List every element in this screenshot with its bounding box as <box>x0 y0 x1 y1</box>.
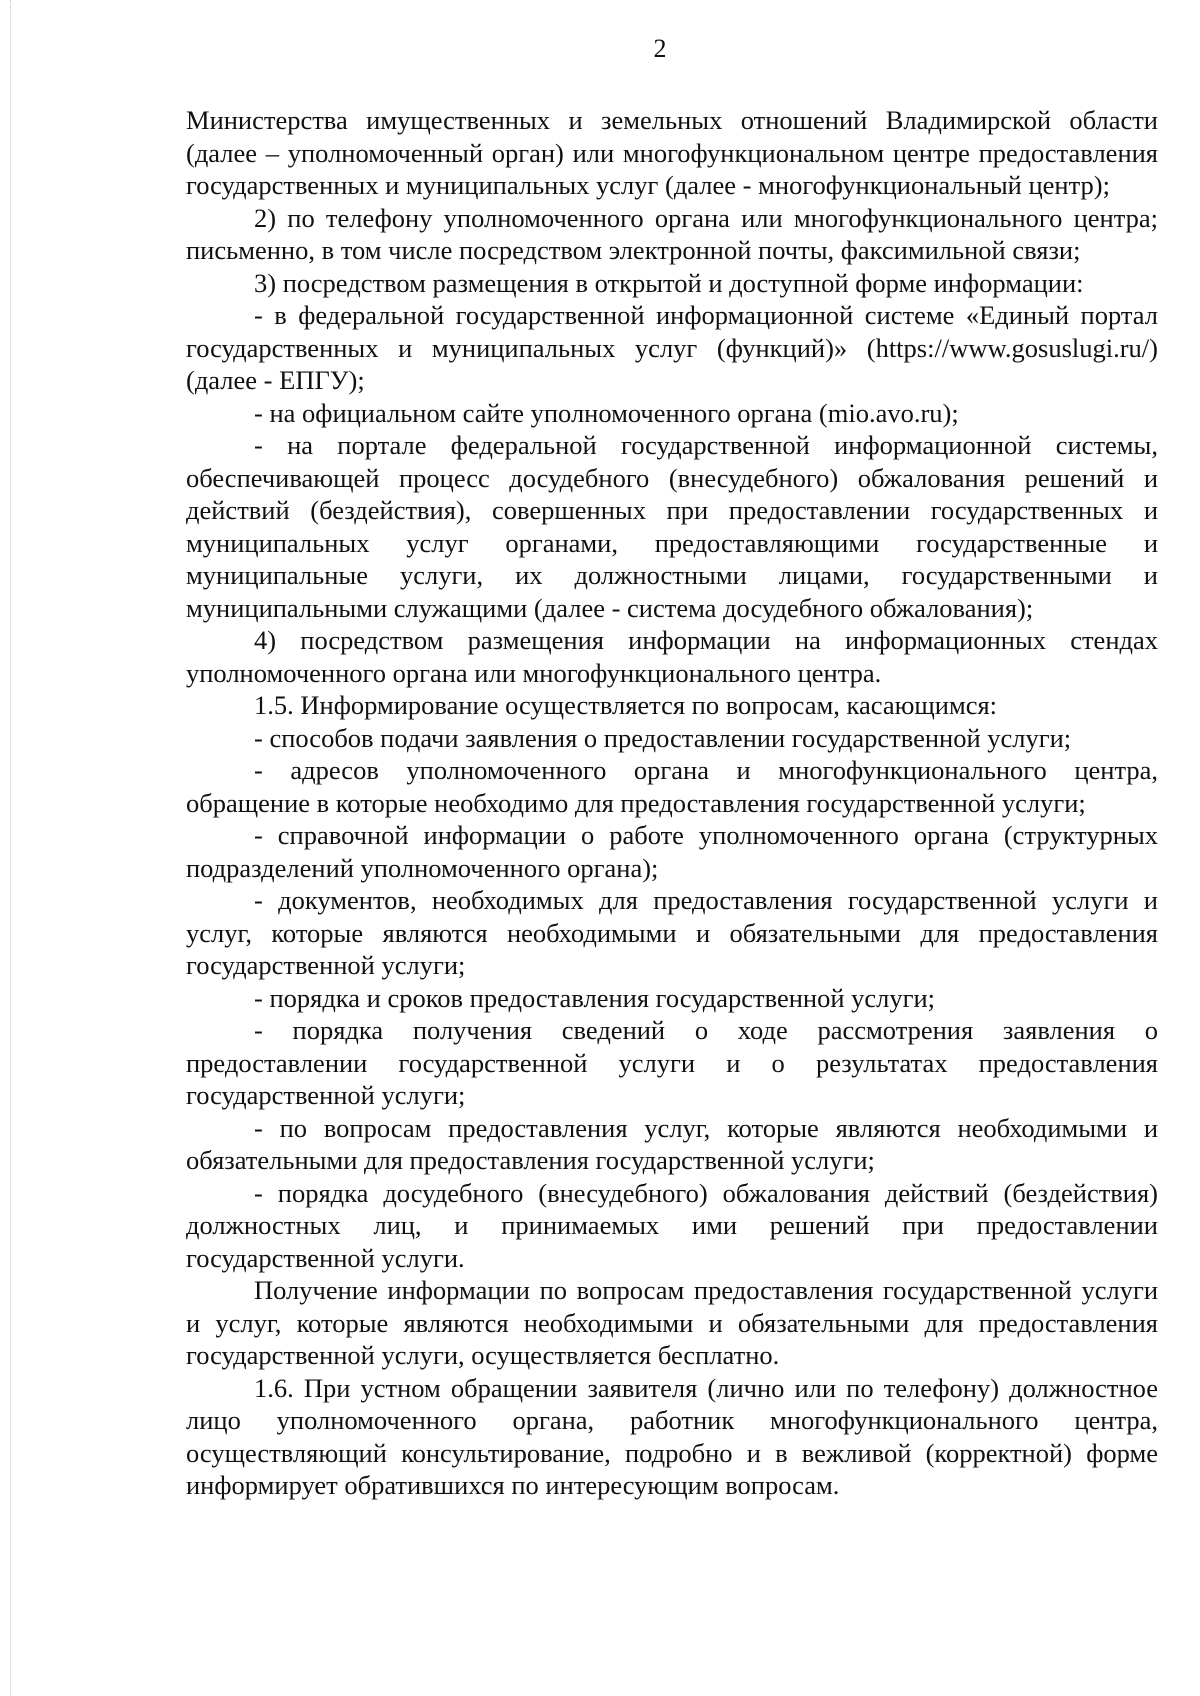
paragraph: - документов, необходимых для предоставления государственной услуги и услуг, которые являются необходимыми и обязательными для предоставления государственной услуги; <box>186 885 1158 980</box>
paragraph: - адресов уполномоченного органа и многофункционального центра, обращение в которые необходимо для предоставления государственной услуги; <box>186 755 1158 818</box>
paragraph: - порядка и сроков предоставления государственной услуги; <box>254 982 936 1013</box>
paragraph: 1.6. При устном обращении заявителя (лично или по телефону) должностное лицо уполномоченного органа, работник многофункционального центра, осуществляющий консультирование, подробно и в вежливой (корректной) форме информирует обратившихся по интересующим вопросам. <box>186 1372 1158 1500</box>
paragraph: - на официальном сайте уполномоченного органа (mio.avo.ru); <box>254 397 959 428</box>
paragraph: - порядка получения сведений о ходе рассмотрения заявления о предоставлении государственной услуги и о результатах предоставления государственной услуги; <box>186 1015 1158 1110</box>
paragraph: - в федеральной государственной информационной системе «Единый портал государственных и муниципальных услуг (функций)» (https://www.gosuslugi.ru/) (далее - ЕПГУ); <box>186 300 1158 395</box>
paragraph: 1.5. Информирование осуществляется по вопросам, касающимся: <box>254 690 998 720</box>
paragraph: 2) по телефону уполномоченного органа или многофункционального центра; письменно, в том числе посредством электронной почты, факсимильной связи; <box>186 202 1158 265</box>
paragraph: - способов подачи заявления о предоставлении государственной услуги; <box>254 722 1072 753</box>
paragraph: 4) посредством размещения информации на информационных стендах уполномоченного органа или многофункционального центра. <box>186 625 1158 688</box>
paragraph: Министерства имущественных и земельных отношений Владимирской области (далее – уполномоченный орган) или многофункциональном центре предоставления государственных и муниципальных услуг (далее - многофункциональный центр); <box>186 105 1158 200</box>
paragraph: Получение информации по вопросам предоставления государственной услуги и услуг, которые являются необходимыми и обязательными для предоставления государственной услуги, осуществляется бесплатно. <box>186 1275 1158 1370</box>
paragraph: 3) посредством размещения в открытой и доступной форме информации: <box>254 267 1084 298</box>
paragraph: - по вопросам предоставления услуг, которые являются необходимыми и обязательными для предоставления государственной услуги; <box>186 1112 1158 1175</box>
page-number: 2 <box>653 34 667 63</box>
scan-edge-line <box>10 0 11 1696</box>
paragraph: - справочной информации о работе уполномоченного органа (структурных подразделений уполномоченного органа); <box>186 820 1158 883</box>
document-body <box>186 104 1158 1502</box>
paragraph: - порядка досудебного (внесудебного) обжалования действий (бездействия) должностных лиц, и принимаемых ими решений при предоставлении государственной услуги. <box>186 1177 1158 1273</box>
paragraph: - на портале федеральной государственной информационной системы, обеспечивающей процесс досудебного (внесудебного) обжалования решений и действий (бездействия), совершенных при предоставлении государственных и муниципальных услуг органами, предоставляющими государственные и муниципальные услуги, их должностными лицами, государственными и муниципальными служащими (далее - система досудебного обжалования); <box>186 430 1158 623</box>
